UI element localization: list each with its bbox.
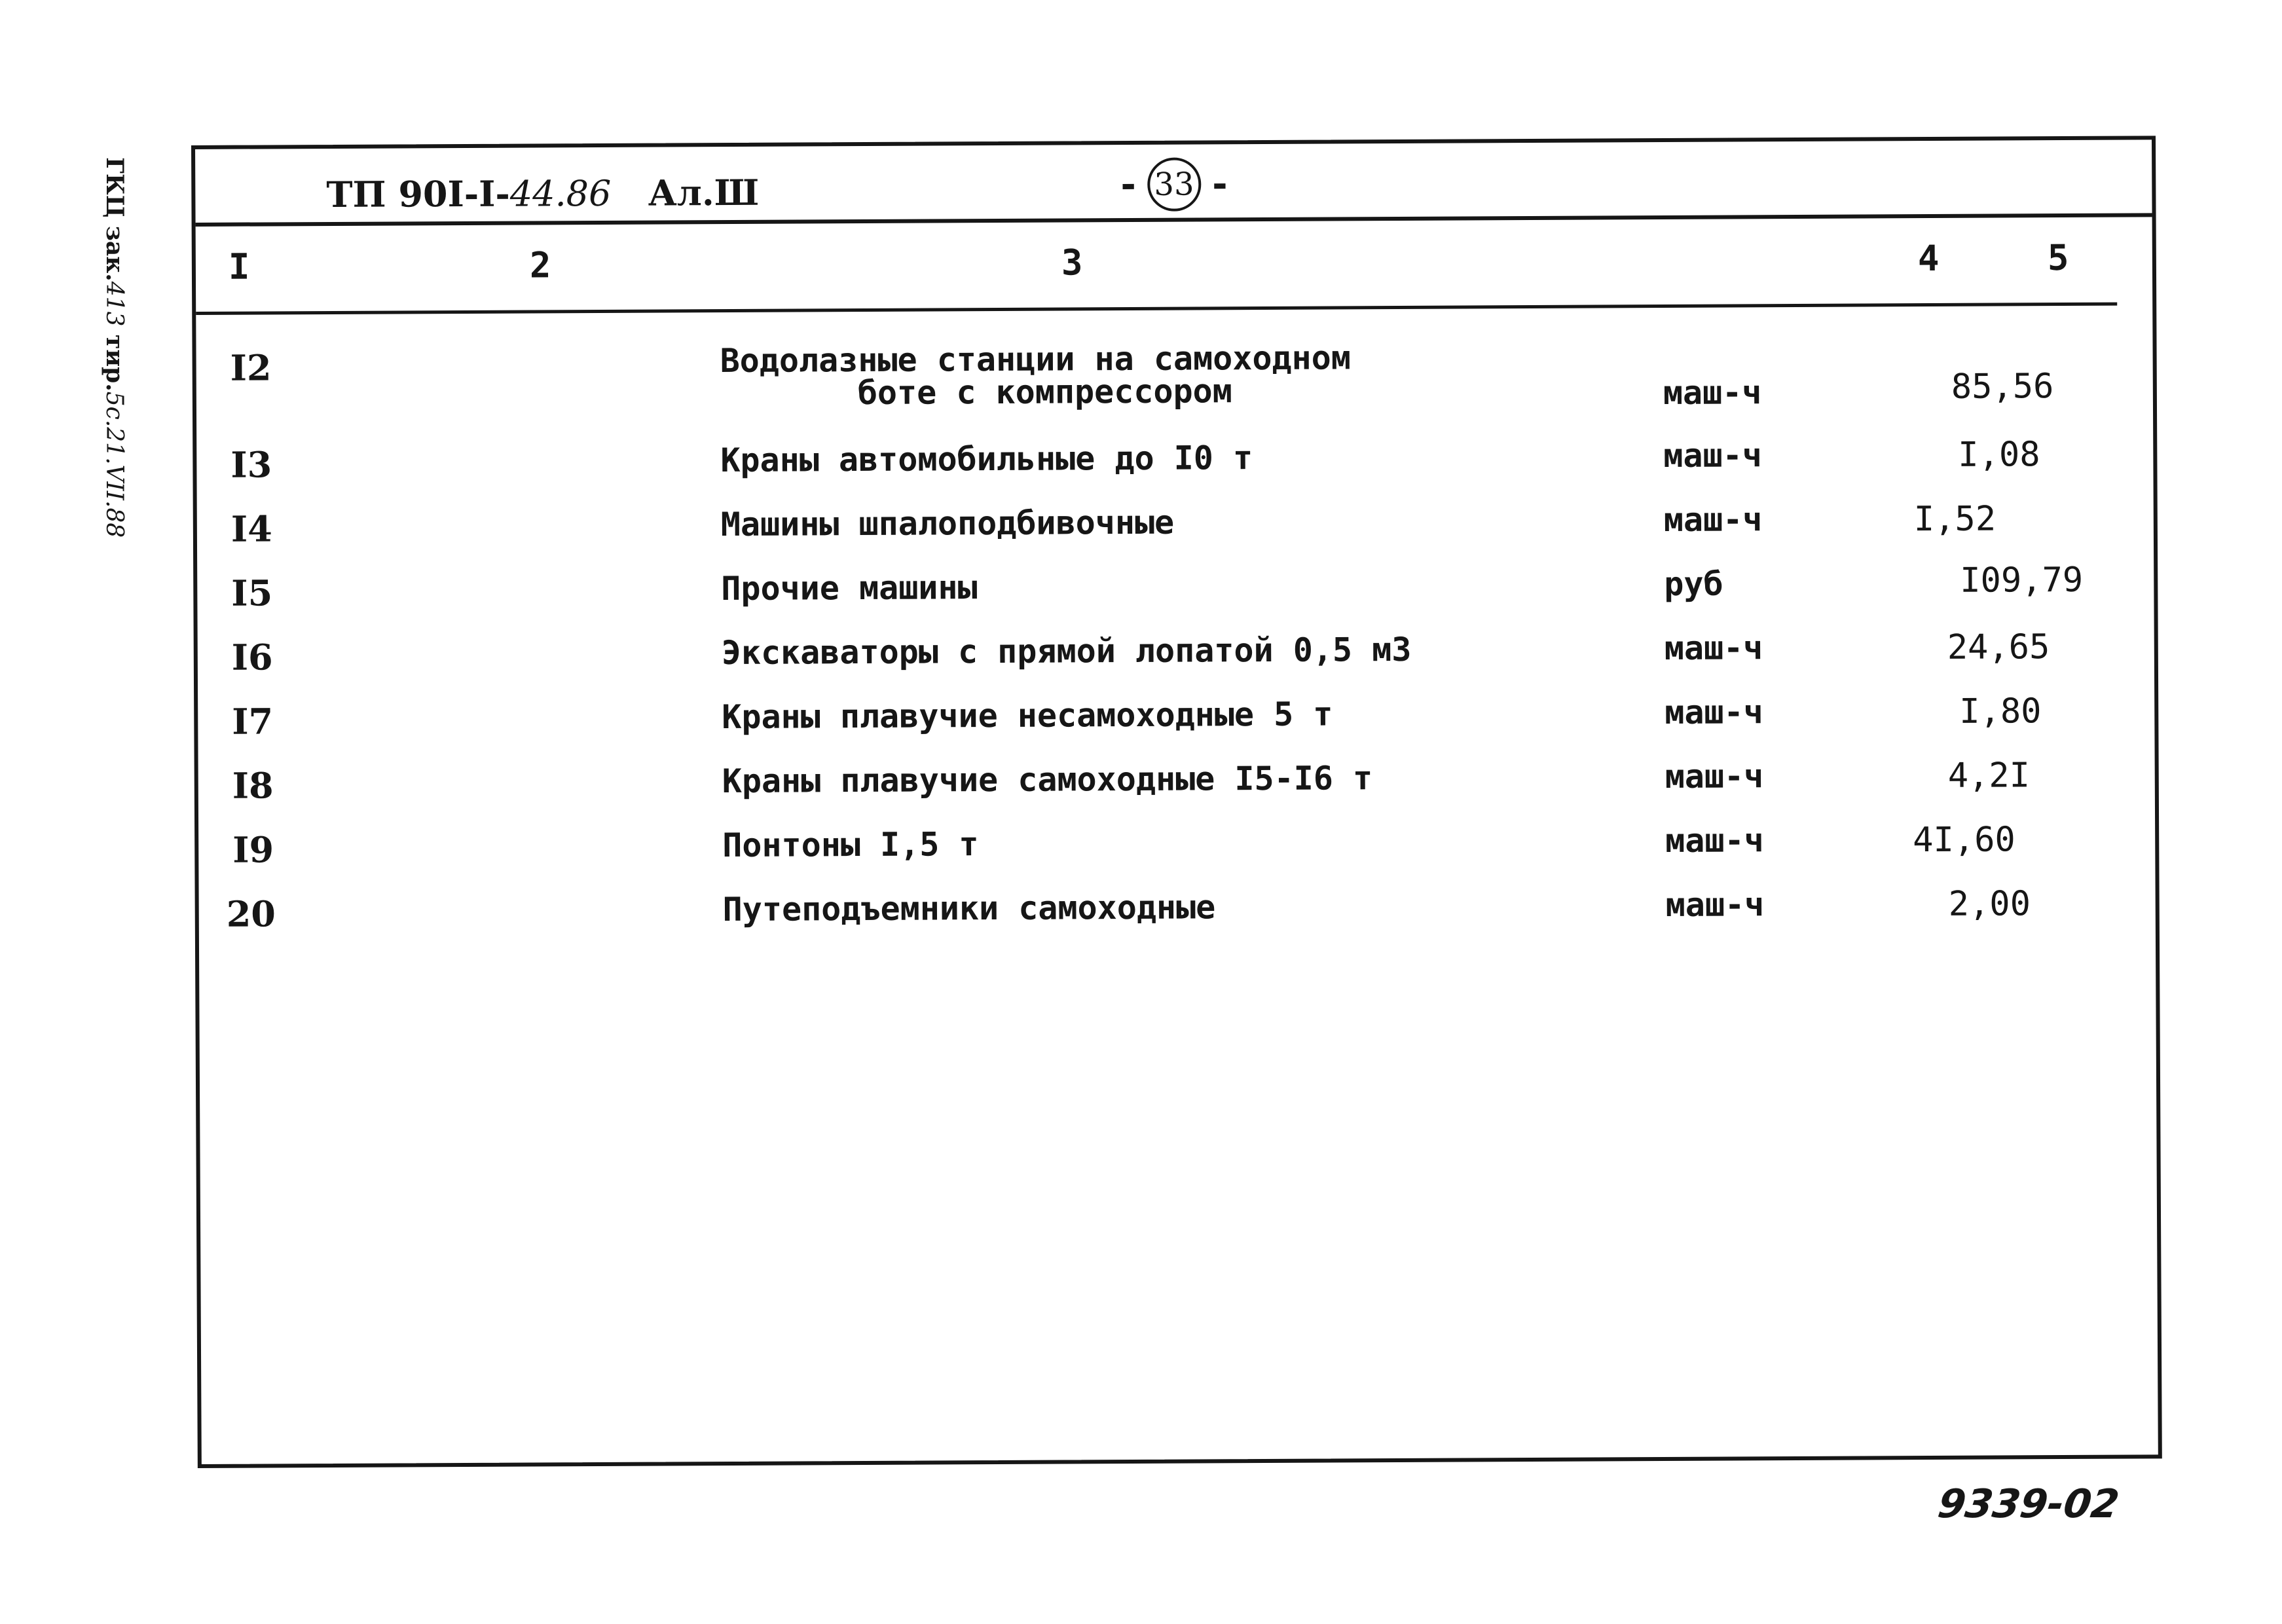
table-row	[198, 755, 2155, 817]
archive-number: 9339-02	[1935, 1481, 2122, 1527]
stamp-run-value: 5с.	[101, 391, 128, 428]
stamp-order-number: 413	[101, 281, 128, 327]
document-code	[326, 172, 759, 215]
page-number	[1117, 157, 1231, 212]
document-code-print: ТП 90I-I-	[326, 172, 510, 215]
column-header-3: 3	[1061, 242, 1083, 284]
page-number-circle: 33	[1147, 157, 1201, 211]
row-unit: маш-ч	[1665, 693, 1763, 732]
column-header-5: 5	[2047, 236, 2069, 279]
row-unit: маш-ч	[1665, 821, 1764, 860]
row-unit: маш-ч	[1665, 757, 1764, 796]
row-name: Краны плавучие несамоходные 5 т	[722, 695, 1333, 737]
row-quantity: I,52	[1913, 499, 1997, 540]
row-name: Путеподъемники самоходные	[722, 888, 1216, 929]
table-row	[196, 434, 2153, 496]
table-row	[197, 560, 2154, 625]
row-quantity: 24,65	[1947, 627, 2050, 667]
column-header-divider	[196, 303, 2117, 315]
document-code-handwritten: 44.86	[509, 172, 612, 215]
row-name: Экскаваторы с прямой лопатой 0,5 м3	[721, 630, 1412, 673]
row-unit: маш-ч	[1664, 629, 1763, 668]
row-unit: маш-ч	[1663, 373, 1762, 413]
row-number: I4	[230, 507, 272, 550]
stamp-date: 21.VII.88	[101, 427, 128, 538]
row-number: I2	[230, 346, 272, 389]
row-number: I3	[230, 443, 272, 486]
page-dash-left: -	[1117, 163, 1140, 206]
stamp-run-label: тир.	[101, 335, 128, 392]
table-row	[199, 883, 2156, 946]
row-quantity: I,08	[1958, 435, 2040, 475]
row-name: Краны плавучие самоходные I5-I6 т	[722, 759, 1373, 801]
row-name: Краны автомобильные до I0 т	[720, 439, 1253, 480]
row-unit: маш-ч	[1665, 885, 1765, 925]
printing-stamp	[101, 157, 128, 538]
stamp-print-label: ГКЦ зак.	[101, 157, 128, 282]
row-quantity: 2,00	[1948, 884, 2031, 924]
column-header-1: I	[228, 246, 250, 287]
album-label: Ал.Ш	[648, 171, 760, 214]
row-quantity: I09,79	[1960, 560, 2084, 600]
table-row	[198, 627, 2154, 689]
table-row	[197, 498, 2154, 561]
row-name: Прочие машины	[721, 568, 978, 608]
row-name-line2: боте с компрессором	[857, 372, 1232, 413]
row-unit: маш-ч	[1663, 500, 1763, 540]
page-dash-right: -	[1208, 162, 1231, 206]
row-number: I5	[231, 572, 273, 614]
row-quantity: 4I,60	[1913, 820, 2015, 860]
document-frame	[191, 136, 2162, 1468]
row-number: I7	[232, 700, 274, 743]
table-row	[196, 337, 2153, 413]
table-row	[198, 691, 2154, 753]
row-unit: маш-ч	[1663, 436, 1762, 475]
table-row	[198, 819, 2155, 881]
row-number: 20	[226, 893, 276, 935]
row-quantity: I,80	[1959, 692, 2042, 731]
row-name-line1: Водолазные станции на самоходном	[720, 339, 1352, 380]
row-quantity: 4,2I	[1947, 756, 2031, 796]
column-header-4: 4	[1917, 237, 1940, 280]
row-name: Понтоны I,5 т	[722, 825, 979, 865]
row-name: Машины шпалоподбивочные	[720, 503, 1175, 544]
row-unit: руб	[1664, 564, 1723, 604]
row-number: I8	[232, 764, 274, 807]
header-divider	[196, 213, 2152, 227]
row-number: I6	[231, 636, 273, 678]
row-number: I9	[232, 828, 274, 871]
column-header-2: 2	[529, 244, 551, 286]
row-quantity: 85,56	[1951, 367, 2054, 407]
